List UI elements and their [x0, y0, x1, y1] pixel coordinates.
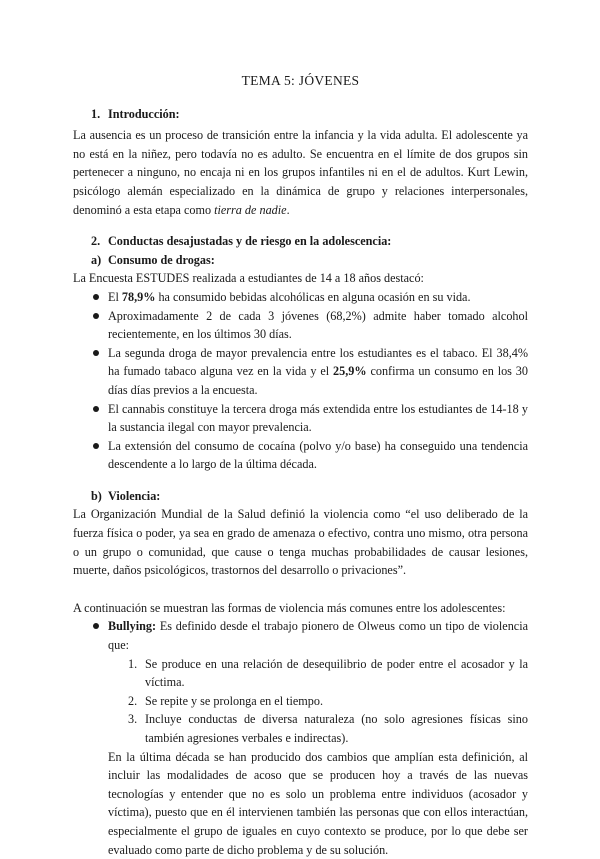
- list-item-text: Aproximadamente 2 de cada 3 jóvenes (68,2%) admite haber tomado alcohol recientemente, en los últimos 30 días.: [108, 308, 528, 342]
- intro-paragraph: [73, 126, 528, 219]
- violence-forms-list: [73, 617, 528, 654]
- subsection-b-title: Violencia:: [108, 488, 161, 503]
- section-1-number: 1.: [91, 106, 101, 121]
- spacer: [73, 219, 528, 232]
- section-2-title: Conductas desajustadas y de riesgo en la adolescencia:: [108, 234, 392, 249]
- list-item: [91, 288, 528, 307]
- section-2-heading: [91, 232, 528, 251]
- subsection-b-heading: [91, 487, 528, 506]
- list-item-number: 3.: [128, 712, 138, 727]
- list-item-text: Se produce en una relación de desequilibrio de poder entre el acosador y la víctima.: [145, 656, 528, 690]
- drugs-intro: La Encuesta ESTUDES realizada a estudiantes de 14 a 18 años destacó:: [73, 271, 424, 286]
- list-item: [91, 400, 528, 437]
- intro-text: La ausencia es un proceso de transición entre la infancia y la vida adulta. El adolescente ya no está en la niñez, pero todavía no es adulto. Se encuentra en el límite de dos grupos sin pertenecer a ninguno, no encaja ni en los grupos infantiles ni en el de adultos. Kurt Lewin, psicólogo alemán especializado en la dinámica de grupo y relaciones interpersonales, denominó a esta etapa como: [73, 128, 528, 217]
- list-item: [91, 437, 528, 474]
- list-item: [128, 655, 528, 692]
- bullying-criteria-list: [73, 655, 528, 748]
- list-item-number: 1.: [128, 656, 138, 671]
- subsection-b-number: b): [91, 488, 102, 503]
- bullying-label: Bullying:: [108, 619, 157, 634]
- list-item: [128, 692, 528, 711]
- bullying-closing-paragraph: En la última década se han producido dos cambios que amplían esta definición, al incluir las modalidades de acoso que se producen hoy a través de las nuevas tecnologías y entender que no es solo un problema entre individuos (acosador y víctima), puesto que en él intervienen también las personas que con ellos interactúan, especialmente el grupo de iguales en cuyo contexto se produce, por lo que debe ser evaluado como parte de dicho problema y de su solución.: [108, 749, 528, 857]
- section-2-number: 2.: [91, 234, 101, 249]
- intro-text-end: .: [286, 202, 290, 217]
- list-item-bold: 78,9%: [121, 289, 156, 304]
- list-item-bullying: [91, 617, 528, 654]
- list-item-text: Incluye conductas de diversa naturaleza (no solo agresiones físicas sino también agresiones verbales e indirectas).: [145, 712, 528, 745]
- list-item-text: Se repite y se prolonga en el tiempo.: [145, 693, 324, 708]
- page-title: TEMA 5: JÓVENES: [241, 73, 360, 88]
- violence-forms-intro: A continuación se muestran las formas de violencia más comunes entre los adolescentes:: [73, 600, 506, 615]
- list-item: [91, 307, 528, 344]
- list-item-number: 2.: [128, 693, 138, 708]
- violence-definition: La Organización Mundial de la Salud definió la violencia como “el uso deliberado de la fuerza física o poder, ya sea en grado de amenaza o efectivo, contra uno mismo, otra persona o un grupo o comunidad, que cause o tenga muchas probabilidades de causar lesiones, muerte, daños psicológicos, trastornos del desarrollo o privaciones”.: [73, 507, 528, 578]
- list-item-bold: 25,9%: [333, 364, 367, 379]
- spacer: [73, 474, 528, 487]
- list-item-text: El: [108, 289, 122, 304]
- spacer: [73, 580, 528, 599]
- list-item-text: confirma un consumo en los 30 días días previos a la encuesta.: [108, 364, 528, 397]
- list-item-text: El cannabis constituye la tercera droga más extendida entre los estudiantes de 14-18 y la sustancia ilegal con mayor prevalencia.: [108, 401, 528, 435]
- section-1-title: Introducción:: [108, 106, 180, 121]
- section-1-heading: [91, 105, 528, 124]
- subsection-a-heading: [91, 251, 528, 270]
- intro-italic-term: tierra de nadie: [214, 202, 287, 217]
- subsection-a-title: Consumo de drogas:: [108, 252, 215, 267]
- list-item: [91, 344, 528, 400]
- list-item-text: La extensión del consumo de cocaína (polvo y/o base) ha conseguido una tendencia descendente a lo largo de la última década.: [108, 438, 528, 472]
- document-content: [73, 72, 528, 859]
- bullying-text: Es definido desde el trabajo pionero de Olweus como un tipo de violencia que:: [108, 619, 528, 653]
- list-item-text: ha consumido bebidas alcohólicas en alguna ocasión en su vida.: [155, 289, 471, 304]
- drugs-list: [73, 288, 528, 474]
- subsection-a-number: a): [91, 252, 102, 267]
- list-item: [128, 710, 528, 747]
- list-item-text: La segunda droga de mayor prevalencia entre los estudiantes es el tabaco. El 38,4% ha fumado tabaco alguna vez en la vida y el: [108, 345, 528, 379]
